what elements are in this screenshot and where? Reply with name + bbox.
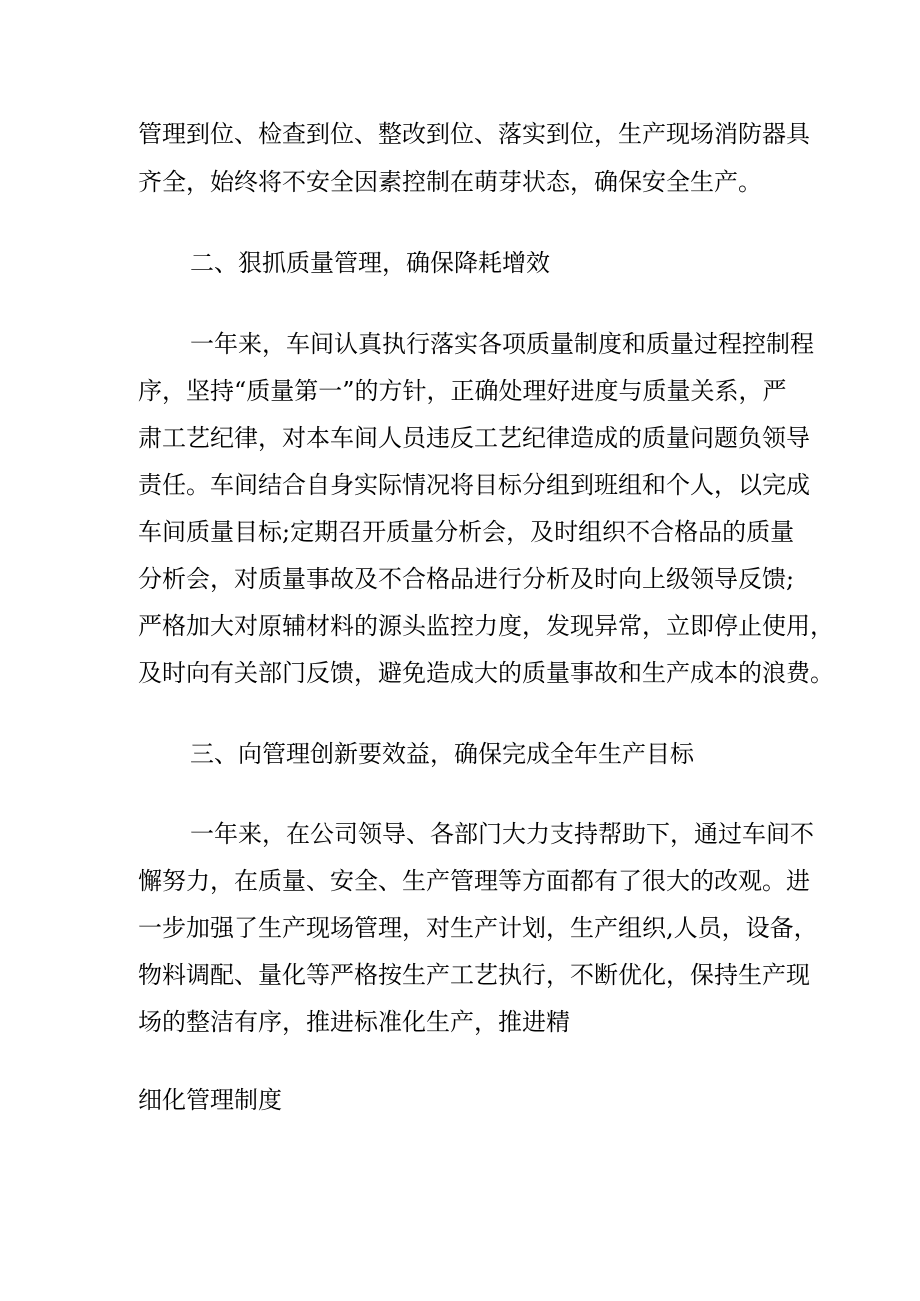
paragraph-3-line-4: 物料调配、量化等严格按生产工艺执行，不断优化，保持生产现 — [138, 961, 810, 989]
paragraph-2-line-1: 一年来，车间认真执行落实各项质量制度和质量过程控制程 — [190, 330, 814, 358]
paragraph-1-line-1: 管理到位、检查到位、整改到位、落实到位，生产现场消防器具 — [138, 120, 810, 148]
paragraph-3-line-1: 一年来，在公司领导、各部门大力支持帮助下，通过车间不 — [190, 820, 814, 848]
paragraph-2-line-8: 及时向有关部门反馈，避免造成大的质量事故和生产成本的浪费。 — [138, 659, 834, 687]
section-heading-3: 三、向管理创新要效益，确保完成全年生产目标 — [190, 740, 694, 768]
paragraph-3-line-5: 场的整洁有序，推进标准化生产，推进精 — [138, 1008, 570, 1036]
paragraph-3-line-2: 懈努力，在质量、安全、生产管理等方面都有了很大的改观。进 — [138, 867, 810, 895]
paragraph-3-line-3: 一步加强了生产现场管理，对生产计划，生产组织,人员，设备， — [138, 914, 818, 942]
section-heading-2: 二、狠抓质量管理，确保降耗增效 — [190, 249, 550, 277]
paragraph-2-line-4: 责任。车间结合自身实际情况将目标分组到班组和个人，以完成 — [138, 471, 810, 499]
paragraph-2-line-7: 严格加大对原辅材料的源头监控力度，发现异常，立即停止使用， — [138, 612, 834, 640]
paragraph-2-line-2: 序，坚持“质量第一”的方针，正确处理好进度与质量关系，严 — [138, 377, 787, 405]
paragraph-2-line-3: 肃工艺纪律，对本车间人员违反工艺纪律造成的质量问题负领导 — [138, 424, 810, 452]
paragraph-4-line-1: 细化管理制度 — [138, 1086, 282, 1114]
paragraph-2-line-6: 分析会，对质量事故及不合格品进行分析及时向上级领导反馈; — [138, 565, 795, 593]
paragraph-2-line-5: 车间质量目标;定期召开质量分析会，及时组织不合格品的质量 — [138, 518, 795, 546]
paragraph-1-line-2: 齐全，始终将不安全因素控制在萌芽状态，确保安全生产。 — [138, 168, 762, 196]
